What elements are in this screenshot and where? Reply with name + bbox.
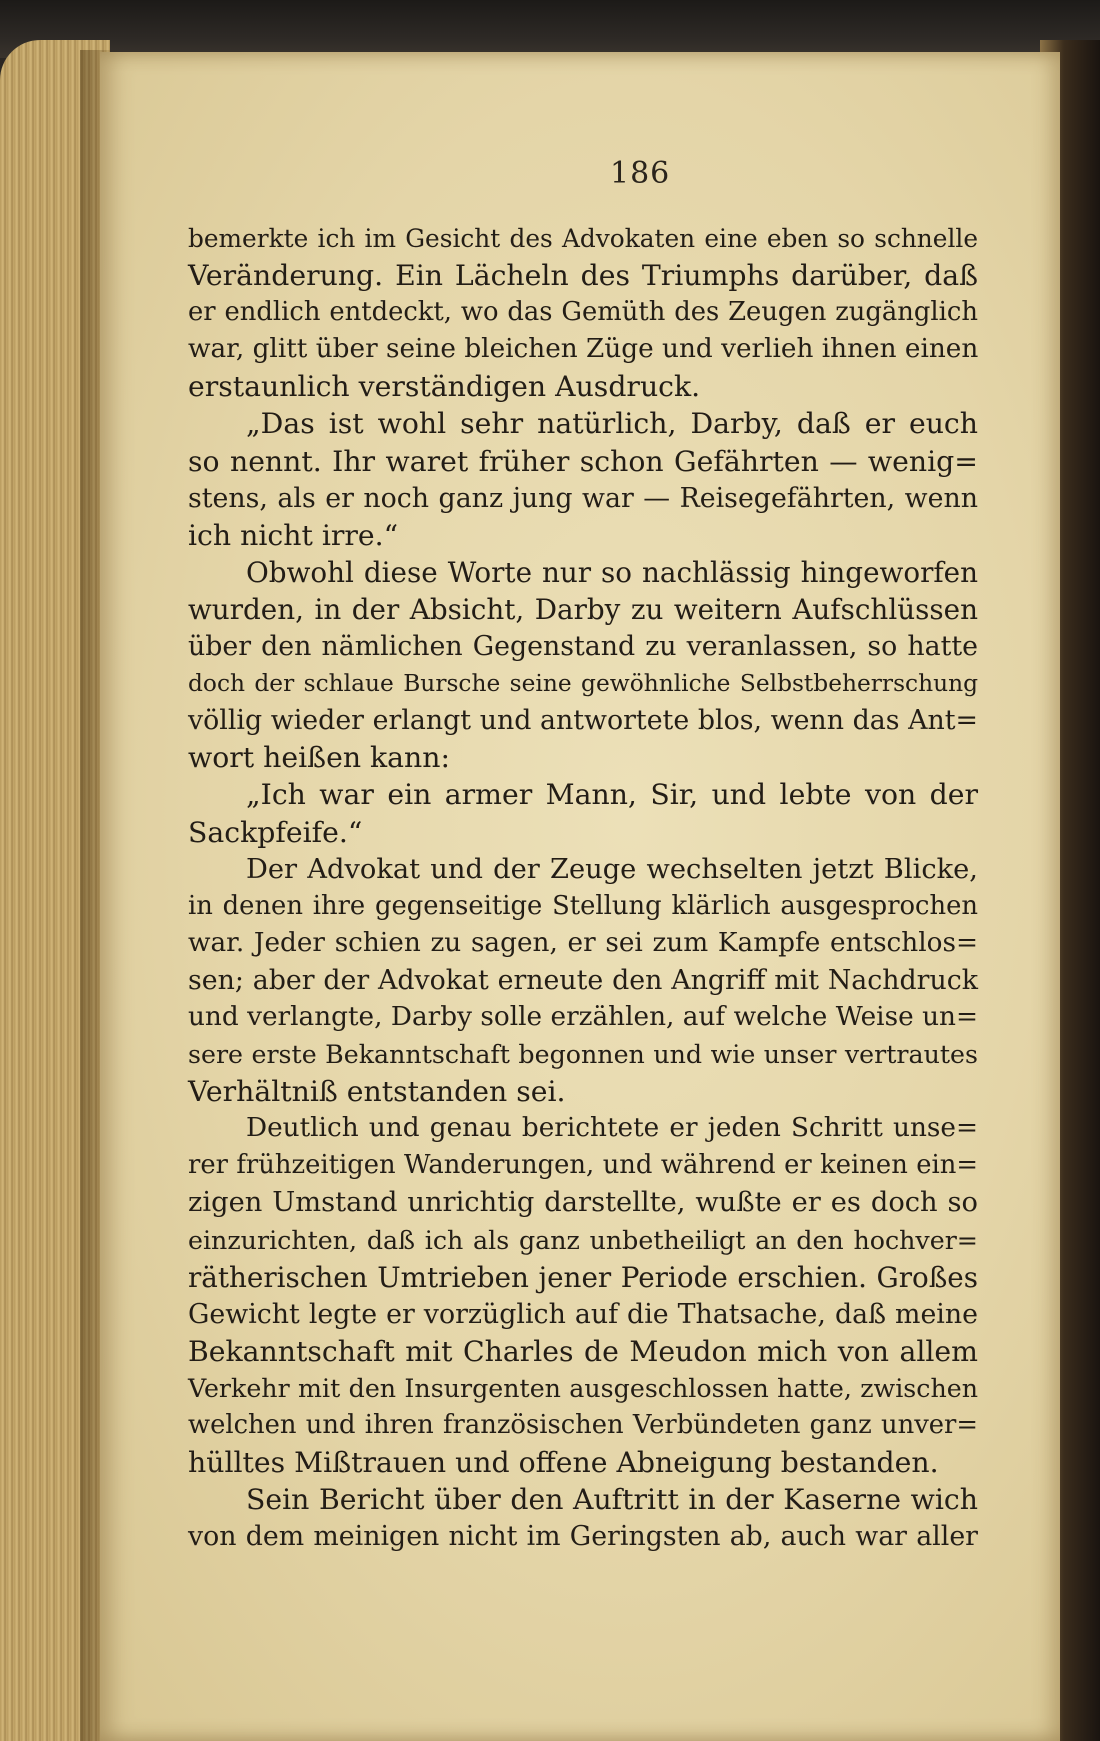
text-line: Deutlich und genau berichtete er jeden Schritt unse= [246,1113,978,1144]
text-line: bemerkte ich im Gesicht des Advokaten eine eben so schnelle [188,224,978,253]
text-line: sere erste Bekanntschaft begonnen und wie unser vertrautes [188,1040,978,1070]
text-line: war. Jeder schien zu sagen, er sei zum Kampfe entschlos= [188,927,978,958]
text-line: stens, als er noch ganz jung war — Reisegefährten, wenn [188,482,978,514]
text-line: zigen Umstand unrichtig darstellte, wußte er es doch so [188,1187,978,1219]
text-line: Der Advokat und der Zeuge wechselten jetzt Blicke, [246,853,978,885]
text-line: erstaunlich verständigen Ausdruck. [188,370,701,404]
text-line: er endlich entdeckt, wo das Gemüth des Zeugen zugänglich [188,297,978,328]
text-line: hülltes Mißtrauen und offene Abneigung bestanden. [188,1446,939,1480]
text-line: „Das ist wohl sehr natürlich, Darby, daß er euch [246,407,978,441]
text-line: rer frühzeitigen Wanderungen, und während er keinen ein= [188,1150,978,1181]
text-line: sen; aber der Advokat erneute den Angriff mit Nachdruck [188,964,978,996]
text-line: Verkehr mit den Insurgenten ausgeschlossen hatte, zwischen [188,1373,978,1403]
body-text [188,220,978,1555]
text-line: Sackpfeife.“ [188,815,363,849]
text-line: von dem meinigen nicht im Geringsten ab, auch war aller [188,1521,978,1553]
text-line: völlig wieder erlangt und antwortete blos, wenn das Ant= [188,705,978,737]
text-line: über den nämlichen Gegenstand zu veranlassen, so hatte [188,631,978,663]
book-page [100,52,1060,1741]
text-line: einzurichten, daß ich als ganz unbetheiligt an den hochver= [188,1225,978,1255]
text-line: rätherischen Umtrieben jener Periode erschien. Großes [188,1260,978,1294]
text-line: wurden, in der Absicht, Darby zu weitern Aufschlüssen [188,592,978,626]
text-line: wort heißen kann: [188,741,451,775]
text-line: Obwohl diese Worte nur so nachlässig hingeworfen [246,555,978,589]
text-line: welchen und ihren französischen Verbündeten ganz unver= [188,1410,978,1440]
book-top-edge [0,0,1100,58]
text-line: ich nicht irre.“ [188,518,399,552]
text-line: doch der schlaue Bursche seine gewöhnliche Selbstbeherrschung [188,670,978,698]
text-line: war, glitt über seine bleichen Züge und verlieh ihnen einen [188,334,979,365]
text-line: Bekanntschaft mit Charles de Meudon mich von allem [188,1334,978,1368]
text-line: Gewicht legte er vorzüglich auf die Thatsache, daß meine [188,1298,978,1330]
page-number: 186 [610,156,671,191]
text-line: „Ich war ein armer Mann, Sir, und lebte von der [246,778,978,812]
text-line: Veränderung. Ein Lächeln des Triumphs darüber, daß [188,259,978,293]
text-line: in denen ihre gegenseitige Stellung klärlich ausgesprochen [188,890,978,921]
text-line: Verhältniß entstanden sei. [188,1075,566,1109]
text-line: so nennt. Ihr waret früher schon Gefährten — wenig= [188,444,978,478]
text-line: Sein Bericht über den Auftritt in der Kaserne wich [246,1483,978,1517]
text-line: und verlangte, Darby solle erzählen, auf welche Weise un= [188,1001,978,1032]
